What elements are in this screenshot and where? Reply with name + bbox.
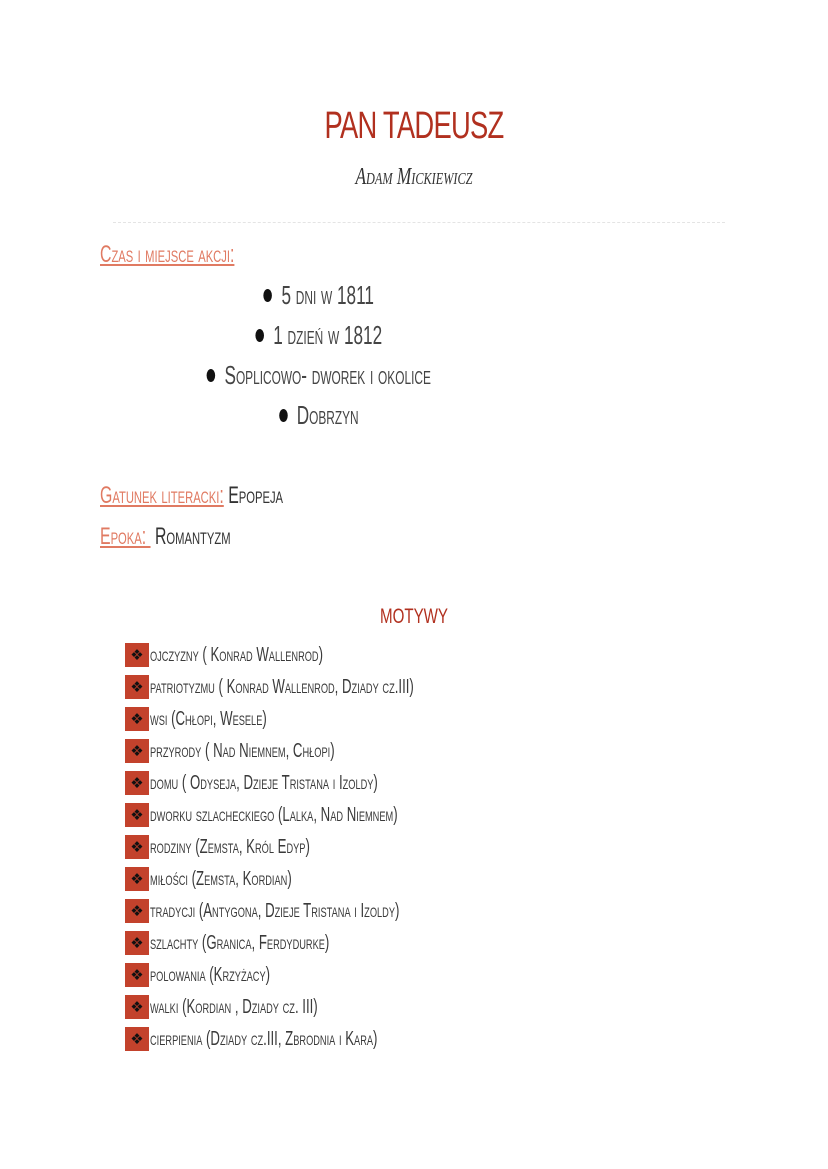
epoka-value: Romantyzm	[154, 523, 231, 550]
title-divider	[113, 222, 725, 223]
czas-bullet-item: 5 dni w 1811	[0, 280, 638, 310]
bullet-dot-icon	[255, 329, 264, 342]
diamond-ornament-icon: ❖	[125, 835, 149, 859]
bullet-dot-icon	[207, 369, 216, 382]
czas-label: Czas i miejsce akcji:	[100, 241, 235, 268]
diamond-ornament-icon: ❖	[125, 707, 149, 731]
gatunek-value: Epopeja	[228, 482, 284, 509]
document-page: PAN TADEUSZ Adam Mickiewicz Czas i miejsce akcji: 5 dni w 1811 1 dzień w 1812 Soplicowo- dworek i okolice Dobrzyn Gatunek literacki: Epopeja Epoka: Romantyzm motywy ❖ ojczyzny ( Konrad Wallenrod) ❖ patriotyzmu ( Konrad Wallenrod, Dziady cz.III) ❖ wsi (Chłopi, Wesele) ❖ przyrody ( Nad Niemnem, Chłopi) ❖ domu ( Odyseja, Dzieje Tristana i Izoldy) ❖ dworku szlacheckiego (Lalka, Nad Niemnem) ❖ rodziny (Zemsta, Król Edyp) ❖ miłości (Zemsta, Kordian) ❖ tradycji (Antygona, Dzieje Tristana i Izoldy) ❖ szlachty (Granica, Ferdydurke) ❖ polowania (Krzyżacy) ❖ walki (Kordian , Dziady cz. III) ❖ cierpienia (Dziady cz.III, Zbrodnia i Kara)	[0, 0, 828, 1169]
czas-bullet-item: Soplicowo- dworek i okolice	[0, 360, 638, 390]
bullet-dot-icon	[279, 409, 288, 422]
diamond-ornament-icon: ❖	[125, 867, 149, 891]
bullet-dot-icon	[264, 289, 273, 302]
gatunek-label: Gatunek literacki:	[100, 482, 224, 509]
gatunek-line	[100, 481, 283, 511]
diamond-ornament-icon: ❖	[125, 995, 149, 1019]
epoka-label: Epoka:	[100, 523, 151, 550]
diamond-ornament-icon: ❖	[125, 739, 149, 763]
diamond-ornament-icon: ❖	[125, 931, 149, 955]
diamond-ornament-icon: ❖	[125, 803, 149, 827]
czas-bullet-item: Dobrzyn	[0, 400, 638, 430]
diamond-ornament-icon: ❖	[125, 675, 149, 699]
diamond-ornament-icon: ❖	[125, 643, 149, 667]
diamond-ornament-icon: ❖	[125, 963, 149, 987]
czas-heading-line	[100, 240, 234, 270]
czas-bullet-item: 1 dzień w 1812	[0, 320, 638, 350]
page-title: PAN TADEUSZ	[324, 105, 504, 147]
diamond-ornament-icon: ❖	[125, 771, 149, 795]
diamond-ornament-icon: ❖	[125, 899, 149, 923]
diamond-ornament-icon: ❖	[125, 1027, 149, 1051]
author-name: Adam Mickiewicz	[355, 164, 473, 190]
epoka-line	[100, 522, 231, 552]
motywy-heading: motywy	[379, 597, 449, 630]
